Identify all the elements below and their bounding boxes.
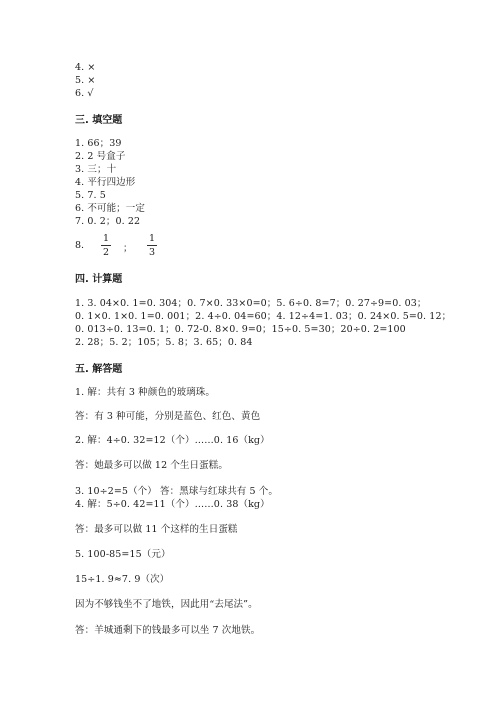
solve-line-7: 答：最多可以做 11 个这样的生日蛋糕 <box>75 524 238 535</box>
section-5-heading: 五. 解答题 <box>75 364 123 375</box>
section-4-heading: 四. 计算题 <box>75 274 123 285</box>
fraction-one-third <box>147 233 157 258</box>
fill-answer-4: 4. 平行四边形 <box>75 177 136 188</box>
judge-answer-4: 4. × <box>75 62 96 73</box>
fraction-bar <box>101 245 111 246</box>
solve-line-8: 5. 100-85=15（元） <box>75 549 171 560</box>
fraction-bar <box>147 245 157 246</box>
calc-line-3: 0. 013÷0. 13=0. 1；0. 72-0. 8×0. 9=0；15÷0. 5=30；20÷0. 2=100 <box>75 324 406 335</box>
fraction-denominator: 3 <box>148 247 156 258</box>
fraction-denominator: 2 <box>102 247 110 258</box>
solve-line-3: 2. 解：4÷0. 32=12（个）……0. 16（kg） <box>75 435 270 446</box>
solve-line-6: 4. 解：5÷0. 42=11（个）……0. 38（kg） <box>75 499 270 510</box>
fill-answer-7: 7. 0. 2；0. 22 <box>75 216 141 227</box>
fill-answer-8-label: 8. <box>75 240 85 251</box>
fill-answer-3: 3. 三；十 <box>75 164 117 175</box>
fraction-one-half <box>101 233 111 258</box>
fill-answer-6: 6. 不可能；一定 <box>75 203 145 214</box>
calc-line-4: 2. 28；5. 2；105；5. 8；3. 65；0. 84 <box>75 337 253 348</box>
judge-answer-5: 5. × <box>75 75 96 86</box>
solve-line-4: 答：她最多可以做 12 个生日蛋糕。 <box>75 460 228 471</box>
fill-answer-5: 5. 7. 5 <box>75 190 106 201</box>
fraction-numerator: 1 <box>148 233 156 244</box>
solve-line-5: 3. 10÷2=5（个） 答：黑球与红球共有 5 个。 <box>75 486 278 497</box>
solve-line-11: 答：羊城通剩下的钱最多可以坐 7 次地铁。 <box>75 625 261 636</box>
calc-line-1: 1. 3. 04×0. 1=0. 304；0. 7×0. 33×0=0；5. 6÷0. 8=7；0. 27÷9=0. 03； <box>75 298 427 309</box>
solve-line-10: 因为不够钱坐不了地铁，因此用“去尾法”。 <box>75 599 258 610</box>
judge-answer-6: 6. √ <box>75 88 94 99</box>
solve-line-2: 答：有 3 种可能，分别是蓝色、红色、黄色 <box>75 411 261 422</box>
section-3-heading: 三. 填空题 <box>75 115 123 126</box>
fill-answer-1: 1. 66；39 <box>75 138 122 149</box>
solve-line-9: 15÷1. 9≈7. 9（次） <box>75 574 170 585</box>
solve-line-1: 1. 解：共有 3 种颜色的玻璃珠。 <box>75 387 215 398</box>
fraction-separator: ； <box>123 243 133 254</box>
calc-line-2: 0. 1×0. 1×0. 1=0. 001；2. 4÷0. 04=60；4. 12÷4=1. 03；0. 24×0. 5=0. 12； <box>75 311 452 322</box>
fill-answer-2: 2. 2 号盒子 <box>75 151 126 162</box>
fraction-numerator: 1 <box>102 233 110 244</box>
